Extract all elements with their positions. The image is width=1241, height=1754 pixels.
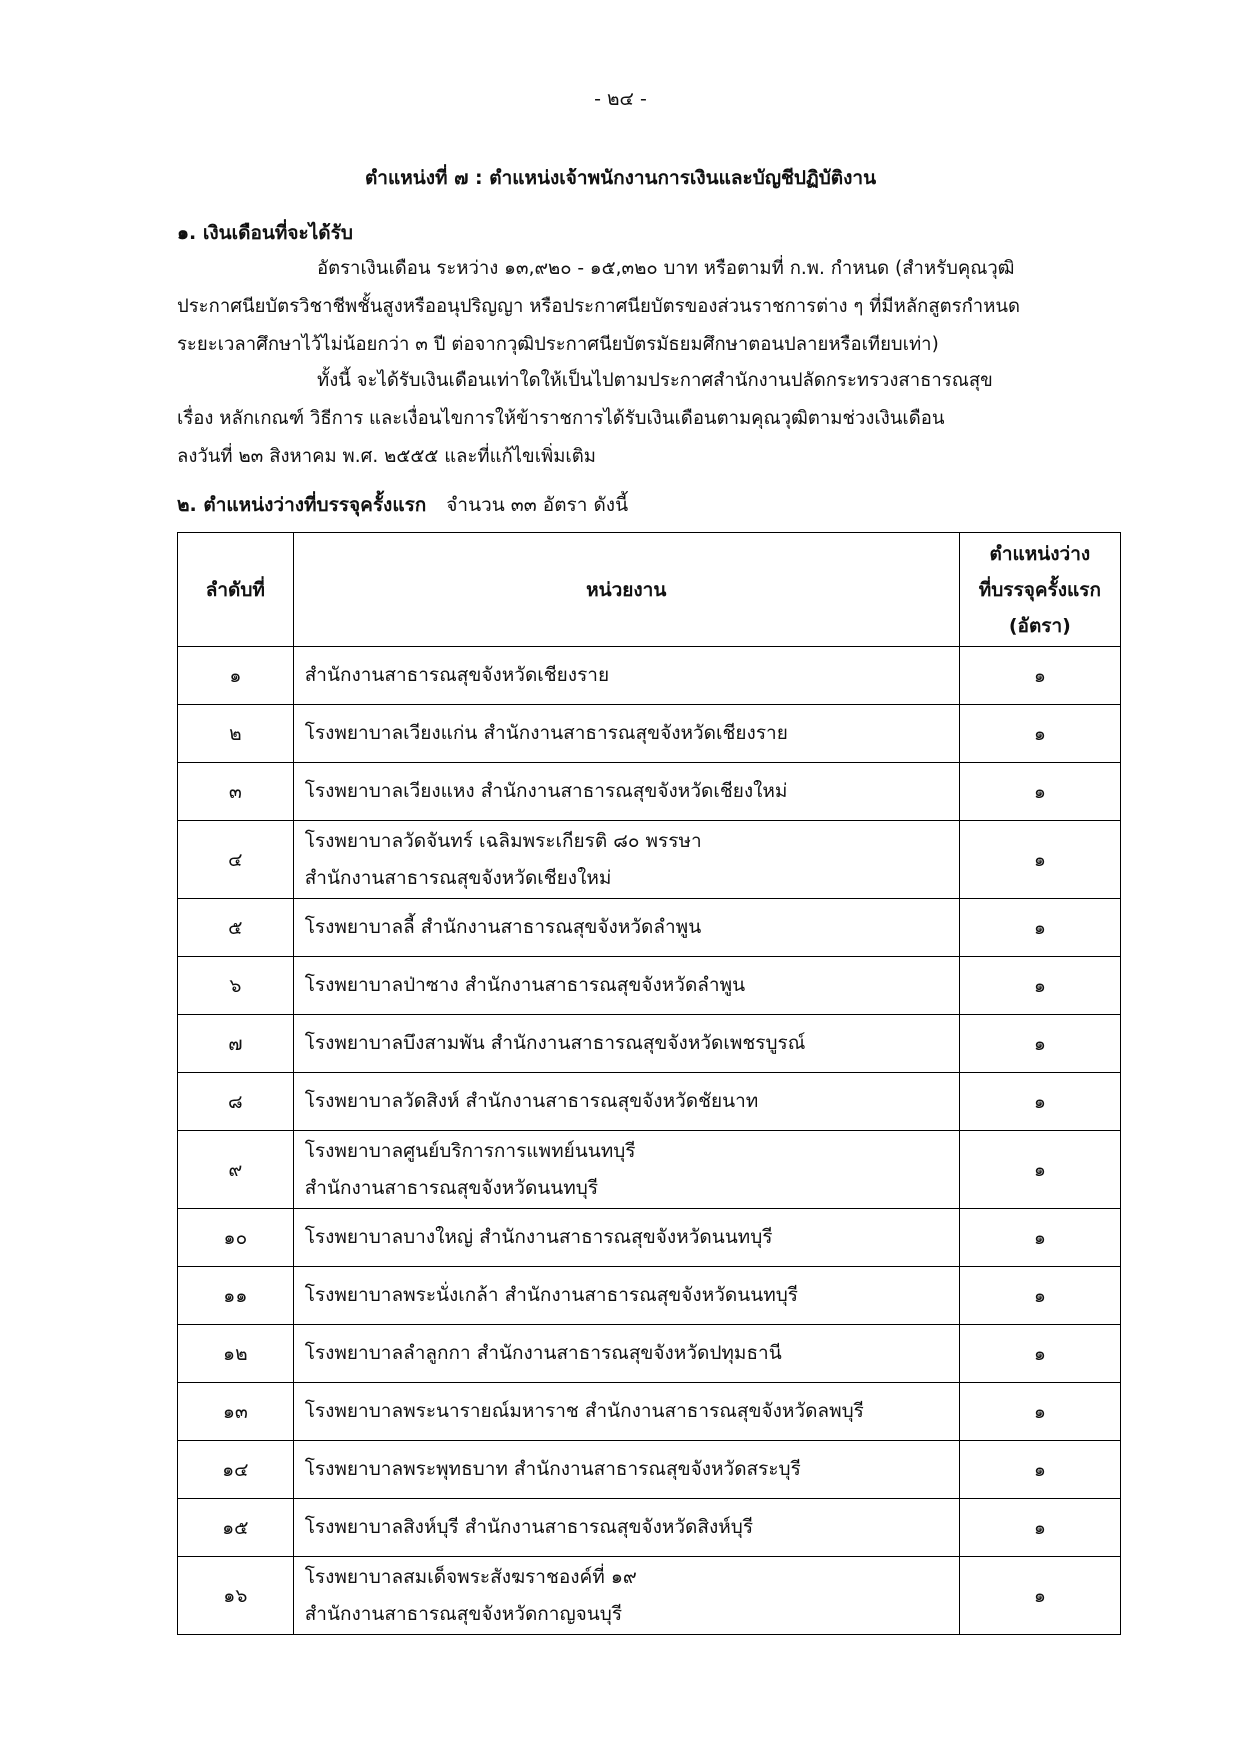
announcement-line-3: ลงวันที่ ๒๓ สิงหาคม พ.ศ. ๒๕๕๕ และที่แก้ไขเพิ่มเติม (177, 446, 596, 467)
table-row (178, 705, 1121, 763)
table-row (178, 1209, 1121, 1267)
row-count: ๑ (959, 1209, 1120, 1267)
row-unit (293, 1499, 959, 1557)
header-positions (959, 533, 1120, 647)
row-order: ๔ (178, 821, 294, 899)
row-unit (293, 1073, 959, 1131)
row-order: ๕ (178, 899, 294, 957)
section-2-heading (177, 490, 628, 520)
table-row (178, 1441, 1121, 1499)
row-count: ๑ (959, 1557, 1120, 1635)
row-unit (293, 1015, 959, 1073)
row-order: ๑๖ (178, 1557, 294, 1635)
row-unit (293, 647, 959, 705)
salary-line-1: อัตราเงินเดือน ระหว่าง ๑๓,๙๒๐ - ๑๕,๓๒๐ บาท หรือตามที่ ก.พ. กำหนด (สำหรับคุณวุฒิ (317, 258, 1015, 279)
row-unit (293, 1209, 959, 1267)
row-unit (293, 1383, 959, 1441)
row-order: ๑๔ (178, 1441, 294, 1499)
row-unit (293, 957, 959, 1015)
announcement-paragraph (177, 362, 1122, 476)
page-title: ตำแหน่งที่ ๗ : ตำแหน่งเจ้าพนักงานการเงินและบัญชีปฏิบัติงาน (364, 167, 877, 189)
table-row (178, 899, 1121, 957)
row-unit-line: โรงพยาบาลป่าซาง สำนักงานสาธารณสุขจังหวัดลำพูน (304, 974, 746, 996)
row-unit-line: โรงพยาบาลลี้ สำนักงานสาธารณสุขจังหวัดลำพูน (304, 916, 702, 938)
row-order: ๑๓ (178, 1383, 294, 1441)
row-unit (293, 705, 959, 763)
header-unit: หน่วยงาน (293, 533, 959, 647)
table-row (178, 1131, 1121, 1209)
section-1-heading: ๑. เงินเดือนที่จะได้รับ (177, 222, 353, 244)
vacancy-table (177, 532, 1121, 1635)
row-order: ๑๕ (178, 1499, 294, 1557)
row-count: ๑ (959, 1499, 1120, 1557)
row-order: ๖ (178, 957, 294, 1015)
row-count: ๑ (959, 1383, 1120, 1441)
row-unit-line: โรงพยาบาลเวียงแหง สำนักงานสาธารณสุขจังหวัดเชียงใหม่ (304, 780, 788, 802)
row-count: ๑ (959, 1015, 1120, 1073)
row-count: ๑ (959, 899, 1120, 957)
row-count: ๑ (959, 1131, 1120, 1209)
row-count: ๑ (959, 1441, 1120, 1499)
table-row (178, 1325, 1121, 1383)
row-unit (293, 763, 959, 821)
salary-line-2: ประกาศนียบัตรวิชาชีพชั้นสูงหรืออนุปริญญา หรือประกาศนียบัตรของส่วนราชการต่าง ๆ ที่มีหลักสูตรกำหนด (177, 296, 1021, 317)
row-count: ๑ (959, 1325, 1120, 1383)
page-number: - ๒๔ - (594, 88, 647, 110)
row-count: ๑ (959, 1267, 1120, 1325)
row-unit (293, 899, 959, 957)
table-row (178, 763, 1121, 821)
row-order: ๑๒ (178, 1325, 294, 1383)
row-order: ๒ (178, 705, 294, 763)
announcement-line-1: ทั้งนี้ จะได้รับเงินเดือนเท่าใดให้เป็นไปตามประกาศสำนักงานปลัดกระทรวงสาธารณสุข (317, 370, 993, 391)
row-order: ๗ (178, 1015, 294, 1073)
row-unit-line: สำนักงานสาธารณสุขจังหวัดกาญจนบุรี (304, 1602, 623, 1625)
section-2-title: ๒. ตำแหน่งว่างที่บรรจุครั้งแรก (177, 494, 427, 516)
row-unit-line: โรงพยาบาลพระนารายณ์มหาราช สำนักงานสาธารณสุขจังหวัดลพบุรี (304, 1400, 864, 1422)
table-row (178, 1499, 1121, 1557)
row-unit-line: โรงพยาบาลพระพุทธบาท สำนักงานสาธารณสุขจังหวัดสระบุรี (304, 1458, 801, 1480)
header-order: ลำดับที่ (178, 533, 294, 647)
row-unit-line: โรงพยาบาลศูนย์บริการการแพทย์นนทบุรี (304, 1139, 636, 1162)
row-unit-line: โรงพยาบาลวัดจันทร์ เฉลิมพระเกียรติ ๘๐ พรรษา (304, 829, 702, 852)
row-order: ๑ (178, 647, 294, 705)
row-unit-line: สำนักงานสาธารณสุขจังหวัดเชียงราย (304, 664, 610, 686)
row-unit-line: โรงพยาบาลสมเด็จพระสังฆราชองค์ที่ ๑๙ (304, 1565, 637, 1588)
announcement-line-2: เรื่อง หลักเกณฑ์ วิธีการ และเงื่อนไขการให้ข้าราชการได้รับเงินเดือนตามคุณวุฒิตามช่วงเงินเดือน (177, 408, 945, 429)
row-unit-line: โรงพยาบาลพระนั่งเกล้า สำนักงานสาธารณสุขจังหวัดนนทบุรี (304, 1284, 798, 1306)
row-unit-line: โรงพยาบาลสิงห์บุรี สำนักงานสาธารณสุขจังหวัดสิงห์บุรี (304, 1516, 754, 1538)
row-unit (293, 1267, 959, 1325)
row-order: ๑๑ (178, 1267, 294, 1325)
row-unit-line: โรงพยาบาลเวียงแก่น สำนักงานสาธารณสุขจังหวัดเชียงราย (304, 722, 788, 744)
header-positions-line-1: ตำแหน่งว่าง (989, 542, 1091, 565)
row-unit-line: โรงพยาบาลบางใหญ่ สำนักงานสาธารณสุขจังหวัดนนทบุรี (304, 1226, 773, 1248)
row-order: ๓ (178, 763, 294, 821)
header-positions-line-2: ที่บรรจุครั้งแรก (978, 578, 1101, 601)
row-count: ๑ (959, 705, 1120, 763)
table-row (178, 1015, 1121, 1073)
row-unit (293, 1325, 959, 1383)
salary-paragraph (177, 250, 1122, 364)
salary-line-3: ระยะเวลาศึกษาไว้ไม่น้อยกว่า ๓ ปี ต่อจากวุฒิประกาศนียบัตรมัธยมศึกษาตอนปลายหรือเทียบเท่า) (177, 334, 939, 355)
table-row (178, 647, 1121, 705)
header-positions-line-3: (อัตรา) (1008, 614, 1071, 637)
table-row (178, 821, 1121, 899)
section-2-detail: จำนวน ๓๓ อัตรา ดังนี้ (446, 494, 629, 516)
table-header-row (178, 533, 1121, 647)
row-count: ๑ (959, 763, 1120, 821)
row-count: ๑ (959, 1073, 1120, 1131)
table-body (178, 647, 1121, 1635)
row-count: ๑ (959, 821, 1120, 899)
row-unit-line: โรงพยาบาลลำลูกกา สำนักงานสาธารณสุขจังหวัดปทุมธานี (304, 1342, 782, 1364)
row-unit (293, 821, 959, 899)
row-unit-line: สำนักงานสาธารณสุขจังหวัดนนทบุรี (304, 1176, 599, 1199)
row-unit-line: โรงพยาบาลบึงสามพัน สำนักงานสาธารณสุขจังหวัดเพชรบูรณ์ (304, 1032, 806, 1054)
row-unit (293, 1441, 959, 1499)
row-order: ๘ (178, 1073, 294, 1131)
row-order: ๑๐ (178, 1209, 294, 1267)
table-row (178, 957, 1121, 1015)
row-unit-line: โรงพยาบาลวัดสิงห์ สำนักงานสาธารณสุขจังหวัดชัยนาท (304, 1090, 759, 1112)
row-unit (293, 1131, 959, 1209)
table-row (178, 1557, 1121, 1635)
table-row (178, 1383, 1121, 1441)
row-count: ๑ (959, 647, 1120, 705)
row-count: ๑ (959, 957, 1120, 1015)
row-unit-line: สำนักงานสาธารณสุขจังหวัดเชียงใหม่ (304, 866, 612, 889)
table-row (178, 1267, 1121, 1325)
row-unit (293, 1557, 959, 1635)
table-row (178, 1073, 1121, 1131)
row-order: ๙ (178, 1131, 294, 1209)
